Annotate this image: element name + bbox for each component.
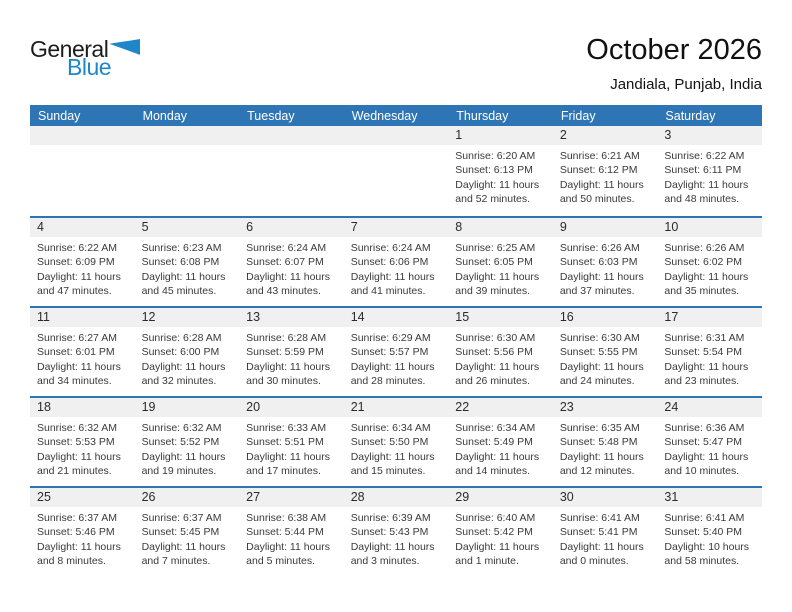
sunset-text: Sunset: 5:45 PM — [141, 526, 220, 539]
day-number: 24 — [657, 398, 762, 417]
day-number: 14 — [344, 308, 449, 327]
day-cell-8 — [448, 218, 553, 306]
daylight-text: Daylight: 11 hours and 8 minutes. — [37, 540, 121, 567]
day-cell-empty — [344, 126, 449, 216]
logo-triangle-icon — [109, 39, 140, 55]
daylight-text: Daylight: 11 hours and 32 minutes. — [141, 360, 226, 387]
sunset-text: Sunset: 6:11 PM — [664, 164, 742, 177]
sunset-text: Sunset: 5:41 PM — [559, 526, 638, 539]
week-row — [30, 306, 762, 396]
sunrise-text: Sunrise: 6:34 AM — [350, 422, 431, 434]
logo-general-text: General — [30, 36, 109, 62]
daylight-text: Daylight: 11 hours and 30 minutes. — [246, 360, 330, 387]
day-details — [448, 417, 553, 478]
weekday-header-saturday: Saturday — [665, 108, 716, 123]
day-details — [239, 327, 344, 388]
day-number: 2 — [553, 126, 658, 145]
day-number: 10 — [657, 218, 762, 237]
sunrise-text: Sunrise: 6:31 AM — [664, 332, 745, 344]
sunset-text: Sunset: 5:40 PM — [664, 526, 743, 539]
day-number: 1 — [448, 126, 553, 145]
calendar — [30, 105, 762, 576]
day-cell-25 — [30, 488, 135, 576]
day-number: 26 — [135, 488, 240, 507]
day-number: 30 — [553, 488, 658, 507]
page-subtitle: Jandiala, Punjab, India — [610, 76, 762, 94]
sunrise-text: Sunrise: 6:30 AM — [455, 332, 536, 344]
week-row — [30, 126, 762, 216]
daylight-text: Daylight: 11 hours and 50 minutes. — [559, 178, 644, 205]
sunset-text: Sunset: 6:13 PM — [455, 164, 533, 177]
day-cell-6 — [239, 218, 344, 306]
weekday-header-row — [30, 105, 762, 126]
day-cell-11 — [30, 308, 135, 396]
day-cell-empty — [30, 126, 135, 216]
day-details — [448, 507, 553, 568]
day-cell-29 — [448, 488, 553, 576]
day-cell-22 — [448, 398, 553, 486]
day-details — [135, 417, 240, 478]
day-details — [657, 237, 762, 298]
day-cell-9 — [553, 218, 658, 306]
daylight-text: Daylight: 11 hours and 35 minutes. — [664, 270, 749, 297]
day-cell-18 — [30, 398, 135, 486]
sunset-text: Sunset: 5:50 PM — [350, 436, 429, 449]
daylight-text: Daylight: 11 hours and 1 minute. — [455, 540, 540, 567]
day-number: 15 — [448, 308, 553, 327]
day-details — [344, 237, 449, 298]
day-number: 16 — [553, 308, 658, 327]
day-details — [553, 145, 658, 206]
day-cell-27 — [239, 488, 344, 576]
day-number — [135, 126, 240, 145]
day-cell-19 — [135, 398, 240, 486]
sunrise-text: Sunrise: 6:36 AM — [664, 422, 745, 434]
daylight-text: Daylight: 11 hours and 48 minutes. — [664, 178, 749, 205]
day-details — [657, 145, 762, 206]
day-details — [344, 145, 449, 149]
day-details — [344, 507, 449, 568]
day-details — [239, 507, 344, 568]
sunrise-text: Sunrise: 6:22 AM — [664, 150, 745, 162]
sunset-text: Sunset: 5:49 PM — [455, 436, 533, 449]
day-number: 25 — [30, 488, 135, 507]
day-cell-3 — [657, 126, 762, 216]
day-details — [448, 237, 553, 298]
day-details — [30, 145, 135, 149]
masthead — [30, 34, 762, 93]
daylight-text: Daylight: 11 hours and 0 minutes. — [559, 540, 644, 567]
sunrise-text: Sunrise: 6:37 AM — [37, 512, 117, 524]
sunrise-text: Sunrise: 6:39 AM — [350, 512, 431, 524]
day-cell-30 — [553, 488, 658, 576]
day-details — [135, 507, 240, 568]
day-number: 29 — [448, 488, 553, 507]
daylight-text: Daylight: 11 hours and 3 minutes. — [350, 540, 435, 567]
day-details — [553, 237, 658, 298]
sunset-text: Sunset: 5:51 PM — [246, 436, 324, 449]
sunrise-text: Sunrise: 6:41 AM — [664, 512, 745, 524]
day-number: 19 — [135, 398, 240, 417]
sunrise-text: Sunrise: 6:28 AM — [246, 332, 327, 344]
sunset-text: Sunset: 5:59 PM — [246, 346, 324, 359]
daylight-text: Daylight: 11 hours and 5 minutes. — [246, 540, 330, 567]
day-details — [657, 507, 762, 568]
week-row — [30, 396, 762, 486]
general-blue-logo — [30, 34, 170, 79]
day-details — [30, 237, 135, 298]
daylight-text: Daylight: 11 hours and 24 minutes. — [559, 360, 644, 387]
day-cell-15 — [448, 308, 553, 396]
daylight-text: Daylight: 11 hours and 41 minutes. — [350, 270, 435, 297]
sunrise-text: Sunrise: 6:30 AM — [559, 332, 640, 344]
sunrise-text: Sunrise: 6:22 AM — [37, 242, 117, 254]
day-details — [30, 327, 135, 388]
day-cell-21 — [344, 398, 449, 486]
sunrise-text: Sunrise: 6:25 AM — [455, 242, 536, 254]
sunrise-text: Sunrise: 6:20 AM — [455, 150, 536, 162]
sunset-text: Sunset: 6:00 PM — [141, 346, 220, 359]
weekday-header-wednesday: Wednesday — [351, 108, 418, 123]
sunset-text: Sunset: 5:47 PM — [664, 436, 743, 449]
day-number: 13 — [239, 308, 344, 327]
day-cell-12 — [135, 308, 240, 396]
weekday-header-tuesday: Tuesday — [247, 108, 295, 123]
day-details — [344, 417, 449, 478]
day-cell-24 — [657, 398, 762, 486]
day-number — [239, 126, 344, 145]
sunset-text: Sunset: 6:01 PM — [37, 346, 115, 359]
day-cell-13 — [239, 308, 344, 396]
day-number: 28 — [344, 488, 449, 507]
day-details — [553, 417, 658, 478]
sunrise-text: Sunrise: 6:32 AM — [141, 422, 222, 434]
day-cell-10 — [657, 218, 762, 306]
day-cell-14 — [344, 308, 449, 396]
day-number: 3 — [657, 126, 762, 145]
sunset-text: Sunset: 6:08 PM — [141, 256, 220, 269]
day-number: 11 — [30, 308, 135, 327]
day-number: 31 — [657, 488, 762, 507]
daylight-text: Daylight: 11 hours and 26 minutes. — [455, 360, 540, 387]
day-number — [30, 126, 135, 145]
daylight-text: Daylight: 11 hours and 15 minutes. — [350, 450, 435, 477]
sunset-text: Sunset: 5:43 PM — [350, 526, 429, 539]
daylight-text: Daylight: 11 hours and 12 minutes. — [559, 450, 644, 477]
day-number: 21 — [344, 398, 449, 417]
sunset-text: Sunset: 5:54 PM — [664, 346, 743, 359]
sunset-text: Sunset: 5:44 PM — [246, 526, 324, 539]
sunrise-text: Sunrise: 6:26 AM — [559, 242, 640, 254]
day-details — [135, 237, 240, 298]
sunset-text: Sunset: 5:52 PM — [141, 436, 220, 449]
day-cell-empty — [135, 126, 240, 216]
day-details — [239, 237, 344, 298]
day-cell-7 — [344, 218, 449, 306]
day-cell-4 — [30, 218, 135, 306]
daylight-text: Daylight: 11 hours and 52 minutes. — [455, 178, 540, 205]
day-number: 5 — [135, 218, 240, 237]
sunset-text: Sunset: 6:07 PM — [246, 256, 324, 269]
sunrise-text: Sunrise: 6:26 AM — [664, 242, 745, 254]
day-details — [135, 327, 240, 388]
day-number: 7 — [344, 218, 449, 237]
sunset-text: Sunset: 5:57 PM — [350, 346, 429, 359]
sunset-text: Sunset: 5:46 PM — [37, 526, 115, 539]
day-details — [657, 327, 762, 388]
day-details — [553, 327, 658, 388]
weekday-header-monday: Monday — [142, 108, 188, 123]
daylight-text: Daylight: 11 hours and 28 minutes. — [350, 360, 435, 387]
day-cell-23 — [553, 398, 658, 486]
day-number: 18 — [30, 398, 135, 417]
day-cell-31 — [657, 488, 762, 576]
weekday-header-sunday: Sunday — [38, 108, 81, 123]
day-cell-17 — [657, 308, 762, 396]
sunrise-text: Sunrise: 6:41 AM — [559, 512, 640, 524]
daylight-text: Daylight: 11 hours and 39 minutes. — [455, 270, 540, 297]
sunset-text: Sunset: 5:56 PM — [455, 346, 533, 359]
sunrise-text: Sunrise: 6:38 AM — [246, 512, 327, 524]
sunrise-text: Sunrise: 6:24 AM — [246, 242, 327, 254]
daylight-text: Daylight: 11 hours and 47 minutes. — [37, 270, 121, 297]
day-number: 12 — [135, 308, 240, 327]
day-details — [135, 145, 240, 149]
day-number: 4 — [30, 218, 135, 237]
week-row — [30, 486, 762, 576]
day-number: 9 — [553, 218, 658, 237]
daylight-text: Daylight: 11 hours and 19 minutes. — [141, 450, 226, 477]
sunrise-text: Sunrise: 6:40 AM — [455, 512, 536, 524]
day-cell-5 — [135, 218, 240, 306]
sunrise-text: Sunrise: 6:24 AM — [350, 242, 431, 254]
daylight-text: Daylight: 11 hours and 7 minutes. — [141, 540, 226, 567]
day-details — [30, 507, 135, 568]
page-title: October 2026 — [586, 34, 762, 66]
sunrise-text: Sunrise: 6:23 AM — [141, 242, 222, 254]
sunrise-text: Sunrise: 6:32 AM — [37, 422, 117, 434]
sunrise-text: Sunrise: 6:35 AM — [559, 422, 640, 434]
sunset-text: Sunset: 6:09 PM — [37, 256, 115, 269]
sunset-text: Sunset: 5:55 PM — [559, 346, 638, 359]
daylight-text: Daylight: 11 hours and 21 minutes. — [37, 450, 121, 477]
day-details — [657, 417, 762, 478]
sunset-text: Sunset: 6:02 PM — [664, 256, 743, 269]
sunrise-text: Sunrise: 6:33 AM — [246, 422, 327, 434]
sunset-text: Sunset: 6:05 PM — [455, 256, 533, 269]
title-block — [170, 34, 762, 93]
day-details — [239, 145, 344, 149]
daylight-text: Daylight: 11 hours and 43 minutes. — [246, 270, 330, 297]
day-details — [448, 145, 553, 206]
sunset-text: Sunset: 5:42 PM — [455, 526, 533, 539]
day-number: 23 — [553, 398, 658, 417]
day-cell-16 — [553, 308, 658, 396]
day-number — [344, 126, 449, 145]
day-cell-28 — [344, 488, 449, 576]
day-number: 22 — [448, 398, 553, 417]
day-cell-26 — [135, 488, 240, 576]
weekday-header-friday: Friday — [560, 108, 596, 123]
sunset-text: Sunset: 5:53 PM — [37, 436, 115, 449]
sunset-text: Sunset: 6:06 PM — [350, 256, 429, 269]
day-cell-1 — [448, 126, 553, 216]
day-number: 17 — [657, 308, 762, 327]
logo-blue-text: Blue — [67, 54, 112, 80]
day-details — [448, 327, 553, 388]
daylight-text: Daylight: 11 hours and 37 minutes. — [559, 270, 644, 297]
sunrise-text: Sunrise: 6:28 AM — [141, 332, 222, 344]
day-cell-20 — [239, 398, 344, 486]
sunset-text: Sunset: 5:48 PM — [559, 436, 638, 449]
day-details — [30, 417, 135, 478]
daylight-text: Daylight: 11 hours and 10 minutes. — [664, 450, 749, 477]
sunrise-text: Sunrise: 6:21 AM — [559, 150, 640, 162]
daylight-text: Daylight: 11 hours and 23 minutes. — [664, 360, 749, 387]
daylight-text: Daylight: 11 hours and 34 minutes. — [37, 360, 121, 387]
day-number: 20 — [239, 398, 344, 417]
week-row — [30, 216, 762, 306]
daylight-text: Daylight: 10 hours and 58 minutes. — [664, 540, 750, 567]
weekday-header-thursday: Thursday — [456, 108, 509, 123]
daylight-text: Daylight: 11 hours and 45 minutes. — [141, 270, 226, 297]
sunrise-text: Sunrise: 6:37 AM — [141, 512, 222, 524]
day-details — [239, 417, 344, 478]
daylight-text: Daylight: 11 hours and 17 minutes. — [246, 450, 330, 477]
day-details — [553, 507, 658, 568]
sunset-text: Sunset: 6:03 PM — [559, 256, 638, 269]
sunrise-text: Sunrise: 6:29 AM — [350, 332, 431, 344]
day-number: 8 — [448, 218, 553, 237]
day-number: 27 — [239, 488, 344, 507]
calendar-grid — [30, 126, 762, 576]
sunrise-text: Sunrise: 6:27 AM — [37, 332, 117, 344]
day-number: 6 — [239, 218, 344, 237]
sunset-text: Sunset: 6:12 PM — [559, 164, 638, 177]
daylight-text: Daylight: 11 hours and 14 minutes. — [455, 450, 540, 477]
day-cell-empty — [239, 126, 344, 216]
sunrise-text: Sunrise: 6:34 AM — [455, 422, 536, 434]
day-details — [344, 327, 449, 388]
day-cell-2 — [553, 126, 658, 216]
